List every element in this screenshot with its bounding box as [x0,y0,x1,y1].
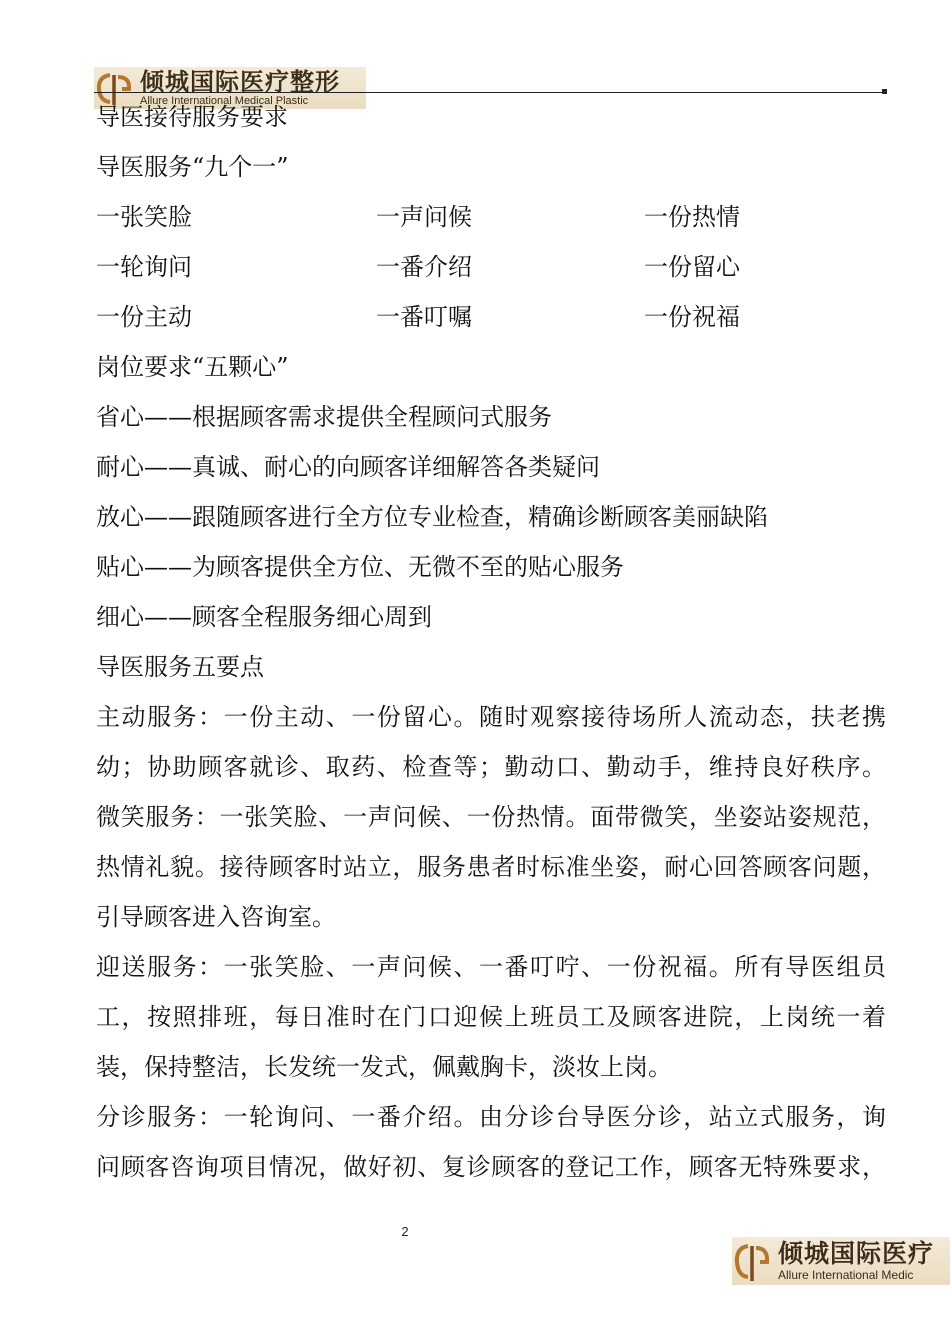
section-heading-five-points: 导医服务五要点 [96,653,264,681]
section-heading-nine-ones: 导医服务“九个一” [96,153,289,181]
logo-chinese-name: 倾城国际医疗整形 [140,67,340,96]
nine-ones-item: 一番叮嘱 [376,303,472,331]
paragraph-line: 问顾客咨询项目情况，做好初、复诊顾客的登记工作，顾客无特殊要求， [96,1153,886,1181]
paragraph-line: 迎送服务：一张笑脸、一声问候、一番叮咛、一份祝福。所有导医组员 [96,953,886,981]
paragraph-line: 幼；协助顾客就诊、取药、检查等；勤动口、勤动手，维持良好秩序。 [96,753,886,781]
five-hearts-item: 省心——根据顾客需求提供全程顾问式服务 [96,403,552,431]
paragraph-line: 微笑服务：一张笑脸、一声问候、一份热情。面带微笑，坐姿站姿规范， [96,803,886,831]
nine-ones-item: 一份主动 [96,303,192,331]
section-heading-five-hearts: 岗位要求“五颗心” [96,353,289,381]
logo-chinese-name: 倾城国际医疗 [778,1239,935,1268]
five-hearts-item: 细心——顾客全程服务细心周到 [96,603,432,631]
document-title: 导医接待服务要求 [96,103,288,131]
logo-english-name: Allure International Medic [778,1268,914,1282]
nine-ones-item: 一份祝福 [644,303,740,331]
nine-ones-item: 一份热情 [644,203,740,231]
paragraph-line: 装，保持整洁，长发统一发式，佩戴胸卡，淡妆上岗。 [96,1053,672,1081]
nine-ones-item: 一轮询问 [96,253,192,281]
nine-ones-item: 一张笑脸 [96,203,192,231]
five-hearts-item: 耐心——真诚、耐心的向顾客详细解答各类疑问 [96,453,600,481]
nine-ones-item: 一番介绍 [376,253,472,281]
nine-ones-item: 一份留心 [644,253,740,281]
logo-english-name: Allure International Medical Plastic [140,94,309,107]
paragraph-line: 分诊服务：一轮询问、一番介绍。由分诊台导医分诊，站立式服务，询 [96,1103,886,1131]
paragraph-line: 引导顾客进入咨询室。 [96,903,336,931]
nine-ones-row [96,242,886,292]
paragraph-line: 热情礼貌。接待顾客时站立，服务患者时标准坐姿，耐心回答顾客问题， [96,853,886,881]
nine-ones-row [96,292,886,342]
paragraph-line: 主动服务：一份主动、一份留心。随时观察接待场所人流动态，扶老携 [96,703,886,731]
nine-ones-row [96,192,886,242]
nine-ones-item: 一声问候 [376,203,472,231]
five-hearts-item: 贴心——为顾客提供全方位、无微不至的贴心服务 [96,553,624,581]
five-hearts-item: 放心——跟随顾客进行全方位专业检查，精确诊断顾客美丽缺陷 [96,503,768,531]
paragraph-line: 工，按照排班，每日准时在门口迎候上班员工及顾客进院，上岗统一着 [96,1003,886,1031]
document-body [96,92,886,1192]
page-number: 2 [401,1224,409,1239]
logo-mark-icon [732,1237,772,1285]
footer-logo [732,1237,950,1285]
